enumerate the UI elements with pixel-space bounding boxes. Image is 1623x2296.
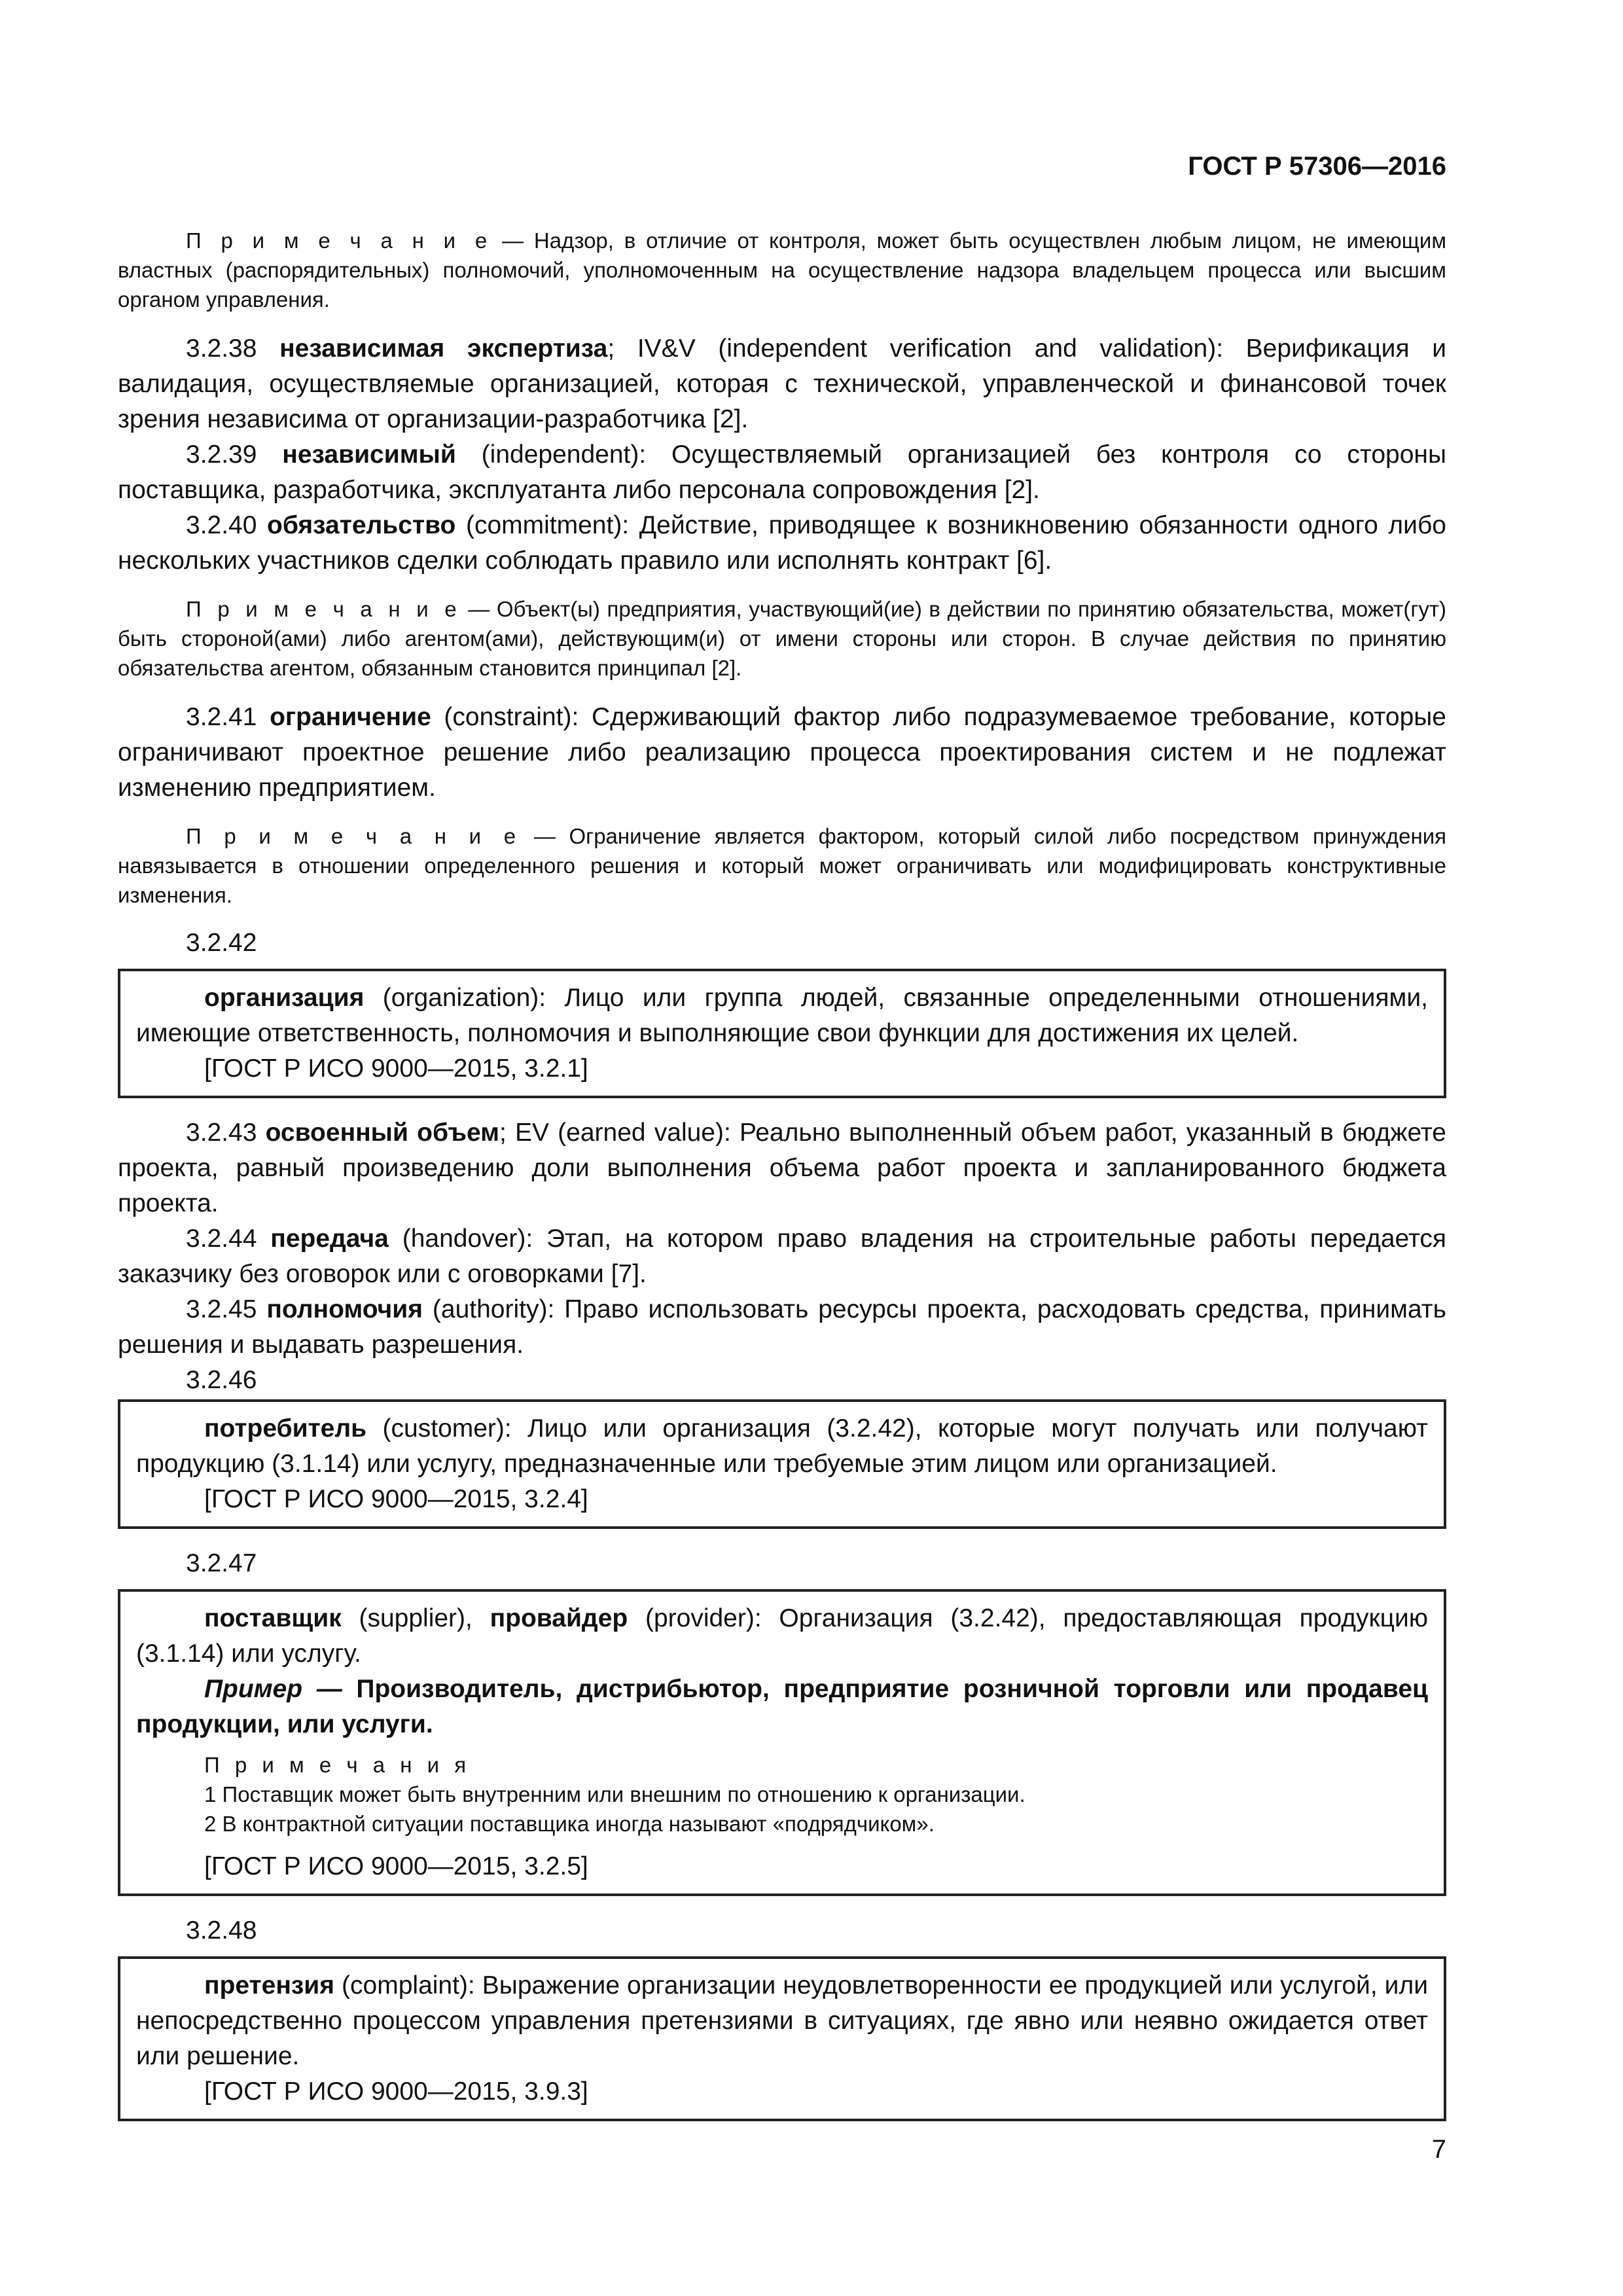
term-definition: (provider): Организация (3.2.42), предоставляющая продукцию (3.1.14) или услугу. [136,1604,1428,1668]
note-text: — Надзор, в отличие от контроля, может быть осуществлен любым лицом, не имеющим властных (распорядительных) полномочий, уполномоченным на осуществление надзора владельцем процесса или высшим органом управления. [118,228,1447,312]
term-name: поставщик [204,1604,342,1632]
term-definition: (independent): Осуществляемый организацией без контроля со стороны поставщика, разработчика, эксплуатанта либо персонала сопровождения [2]. [118,440,1446,504]
note-item: 1 Поставщик может быть внутренним или внешним по отношению к организации. [204,1782,1026,1806]
term-name: ограничение [270,703,431,731]
term-name: обязательство [267,511,456,539]
note-paragraph [118,821,1446,910]
term-entry-3-2-38 [118,331,1446,437]
term-name: независимая экспертиза [279,334,608,363]
example-text: Производитель, дистрибьютор, предприятие розничной торговли или продавец продукции, или услуги. [136,1675,1428,1738]
term-number-standalone: 3.2.46 [186,1366,257,1394]
source-reference: [ГОСТ Р ИСО 9000—2015, 3.2.4] [204,1485,588,1513]
quoted-definition-box [118,969,1446,1098]
source-reference: [ГОСТ Р ИСО 9000—2015, 3.9.3] [204,2077,588,2106]
quoted-definition-box [118,1956,1446,2121]
term-number: 3.2.38 [186,334,280,363]
term-definition: ; IV&V (independent verification and validation): Верификация и валидация, осуществляемые организацией, которая с технической, управленческой и финансовой точек зрения независима от организации-разработчика [2]. [118,334,1446,433]
term-entry-3-2-45 [118,1292,1446,1363]
term-name: организация [204,984,365,1012]
note-label: П р и м е ч а н и е [186,824,521,848]
term-name: освоенный объем [265,1119,499,1147]
quoted-definition-box [118,1399,1446,1529]
note-text: — Ограничение является фактором, который силой либо посредством принуждения навязывается в отношении определенного решения и который может ограничивать или модифицировать конструктивные изменения. [118,824,1446,907]
term-entry-3-2-43 [118,1115,1446,1221]
term-number-standalone: 3.2.47 [186,1549,257,1577]
note-paragraph [118,594,1446,683]
term-number-standalone: 3.2.48 [186,1916,257,1945]
term-definition: (constraint): Сдерживающий фактор либо подразумеваемое требование, которые ограничивают проектное решение либо реализацию процесса проектирования систем и не подлежат изменению предприятием. [118,703,1446,802]
note-label: П р и м е ч а н и е [186,597,461,621]
note-item: 2 В контрактной ситуации поставщика иногда называют «подрядчиком». [204,1812,935,1836]
term-entry-3-2-48 [136,1968,1428,2074]
term-definition: (organization): Лицо или группа людей, связанные определенными отношениями, имеющие ответственность, полномочия и выполняющие свои функции для достижения их целей. [136,984,1428,1047]
term-entry-3-2-47 [136,1601,1428,1672]
document-body [118,226,1446,2121]
term-name: полномочия [266,1295,423,1323]
term-number: 3.2.40 [186,511,268,539]
term-definition: (authority): Право использовать ресурсы проекта, расходовать средства, принимать решения и выдавать разрешения. [118,1295,1446,1359]
source-reference: [ГОСТ Р ИСО 9000—2015, 3.2.5] [204,1852,588,1880]
note-text: — Объект(ы) предприятия, участвующий(ие) в действии по принятию обязательства, может(гут) быть стороной(ами) либо агентом(ами), действующим(и) от имени стороны или сторон. В случае действия по принятию обязательства агентом, обязанным становится принципал [2]. [118,597,1446,680]
term-number: 3.2.39 [186,440,283,469]
page-number: 7 [1431,2135,1446,2164]
term-entry-3-2-44 [118,1221,1446,1292]
term-definition: (commitment): Действие, приводящее к возникновению обязанности одного либо нескольких участников сделки соблюдать правило или исполнять контракт [6]. [118,511,1446,575]
term-entry-3-2-39 [118,437,1446,508]
term-english: (supplier), [341,1604,490,1632]
term-entry-3-2-40 [118,508,1446,579]
source-reference: [ГОСТ Р ИСО 9000—2015, 3.2.1] [204,1054,588,1083]
note-label: П р и м е ч а н и е [186,228,492,253]
term-entry-3-2-46 [136,1411,1428,1482]
note-paragraph [118,226,1446,314]
term-name: потребитель [204,1414,367,1443]
term-name: независимый [282,440,456,469]
example-label: Пример — [204,1675,342,1703]
term-definition: (handover): Этап, на котором право владения на строительные работы передается заказчику без оговорок или с оговорками [7]. [118,1225,1446,1288]
document-header: ГОСТ Р 57306—2016 [1188,152,1446,181]
term-number: 3.2.45 [186,1295,267,1323]
term-name: претензия [204,1971,335,2000]
term-name: передача [270,1225,389,1253]
term-entry-3-2-42 [136,980,1428,1051]
term-number-standalone: 3.2.42 [186,929,257,957]
quoted-definition-box [118,1589,1446,1896]
term-number: 3.2.43 [186,1119,266,1147]
term-definition: ; EV (earned value): Реально выполненный объем работ, указанный в бюджете проекта, равный произведению доли выполнения объема работ проекта и запланированного бюджета проекта. [118,1119,1446,1217]
term-name-alt: провайдер [490,1604,628,1632]
term-definition: (customer): Лицо или организация (3.2.42), которые могут получать или получают продукцию (3.1.14) или услугу, предназначенные или требуемые этим лицом или организацией. [136,1414,1428,1478]
notes-label: П р и м е ч а н и я [204,1753,471,1777]
term-number: 3.2.41 [186,703,270,731]
term-definition: (complaint): Выражение организации неудовлетворенности ее продукцией или услугой, или непосредственно процессом управления претензиями в ситуациях, где явно или неявно ожидается ответ или решение. [136,1971,1428,2070]
example-paragraph [136,1672,1428,1742]
term-number: 3.2.44 [186,1225,271,1253]
term-entry-3-2-41 [118,700,1446,806]
